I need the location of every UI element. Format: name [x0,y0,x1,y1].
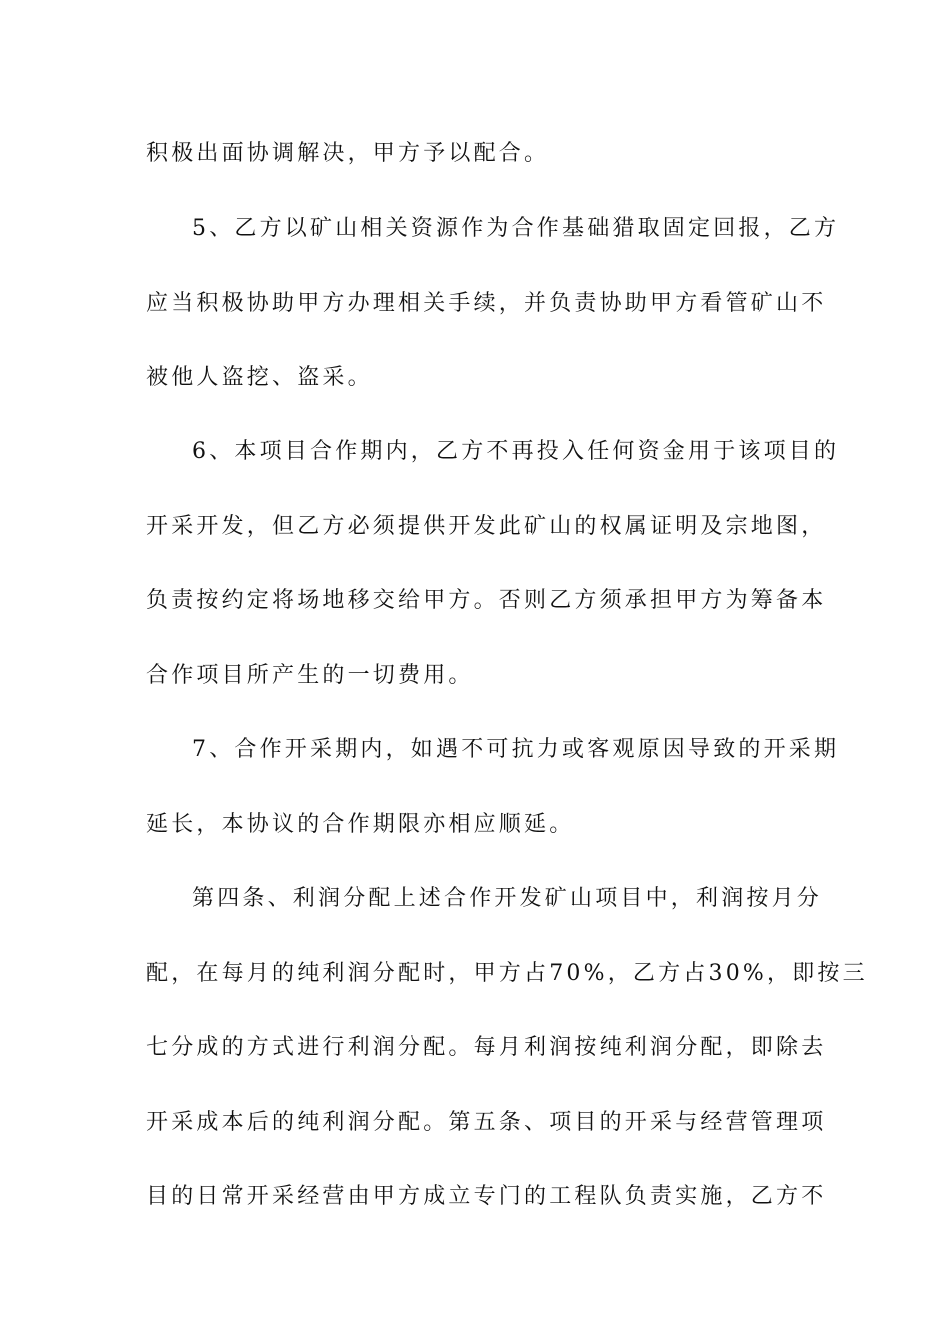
paragraph-6-line: 6、本项目合作期内，乙方不再投入任何资金用于该项目的 [192,439,840,464]
text-line: 开采开发，但乙方必须提供开发此矿山的权属证明及宗地图， [146,514,827,539]
article-4-line: 第四条、利润分配上述合作开发矿山项目中，利润按月分 [192,886,823,911]
text-line: 七分成的方式进行利润分配。每月利润按纯利润分配，即除去 [146,1035,827,1060]
text-line: 配，在每月的纯利润分配时，甲方占70%，乙方占30%，即按三 [146,961,868,986]
text-line: 积极出面协调解决，甲方予以配合。 [146,141,550,166]
text-line: 合作项目所产生的一切费用。 [146,663,474,688]
paragraph-5-line: 5、乙方以矿山相关资源作为合作基础猎取固定回报，乙方 [192,216,840,241]
text-line: 被他人盗挖、盗采。 [146,365,373,390]
text-line: 目的日常开采经营由甲方成立专门的工程队负责实施，乙方不 [146,1184,827,1209]
text-line: 应当积极协助甲方办理相关手续，并负责协助甲方看管矿山不 [146,291,827,316]
text-line: 负责按约定将场地移交给甲方。否则乙方须承担甲方为筹备本 [146,588,827,613]
text-line: 开采成本后的纯利润分配。第五条、项目的开采与经营管理项 [146,1110,827,1135]
paragraph-7-line: 7、合作开采期内，如遇不可抗力或客观原因导致的开采期 [192,737,840,762]
text-line: 延长，本协议的合作期限亦相应顺延。 [146,812,575,837]
